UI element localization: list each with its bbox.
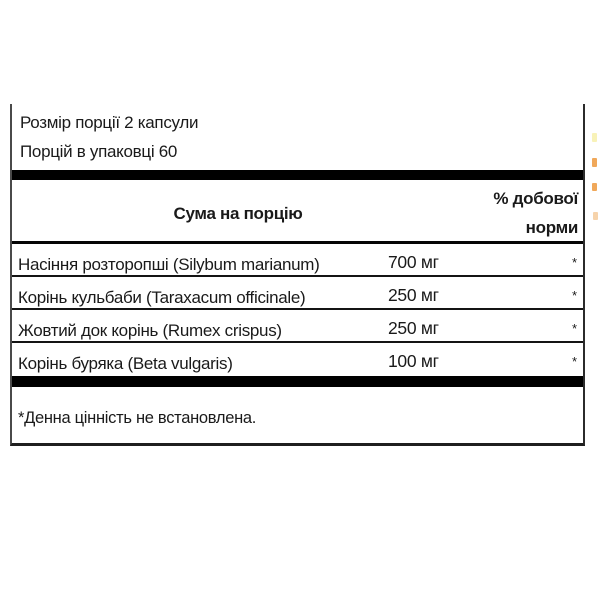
amount-per-serving-header: Сума на порцію <box>173 204 303 223</box>
ingredient-name: Корінь кульбаби (Taraxacum officinale) <box>18 288 306 307</box>
cropped-edge-artifact <box>593 212 598 220</box>
ingredient-amount: 100 мг <box>388 351 439 371</box>
supplement-facts-panel <box>10 104 585 446</box>
ingredient-name: Корінь буряка (Beta vulgaris) <box>18 354 233 373</box>
ingredient-amount: 250 мг <box>388 318 439 338</box>
servings-per-container-line: Порцій в упаковці 60 <box>20 142 178 161</box>
table-row <box>12 310 583 343</box>
cropped-edge-artifact <box>592 133 597 142</box>
ingredient-amount: 700 мг <box>388 252 439 272</box>
table-row <box>12 244 583 277</box>
bottom-divider-bar <box>12 376 583 387</box>
daily-value-asterisk: * <box>571 255 577 270</box>
footnote: *Денна цінність не встановлена. <box>18 409 257 427</box>
serving-size-line: Розмір порції 2 капсули <box>20 113 199 132</box>
daily-value-header-line1: % добової <box>493 189 578 208</box>
ingredient-name: Насіння розторопші (Silybum marianum) <box>18 255 320 274</box>
daily-value-asterisk: * <box>571 288 577 303</box>
daily-value-header-line2: норми <box>525 218 578 237</box>
table-row <box>12 343 583 376</box>
ingredient-name: Жовтий док корінь (Rumex crispus) <box>18 321 282 340</box>
daily-value-asterisk: * <box>571 354 577 369</box>
cropped-edge-artifact <box>592 158 597 167</box>
daily-value-asterisk: * <box>571 321 577 336</box>
table-row <box>12 277 583 310</box>
cropped-edge-artifact <box>592 183 597 191</box>
ingredient-amount: 250 мг <box>388 285 439 305</box>
top-divider-bar <box>12 170 583 180</box>
